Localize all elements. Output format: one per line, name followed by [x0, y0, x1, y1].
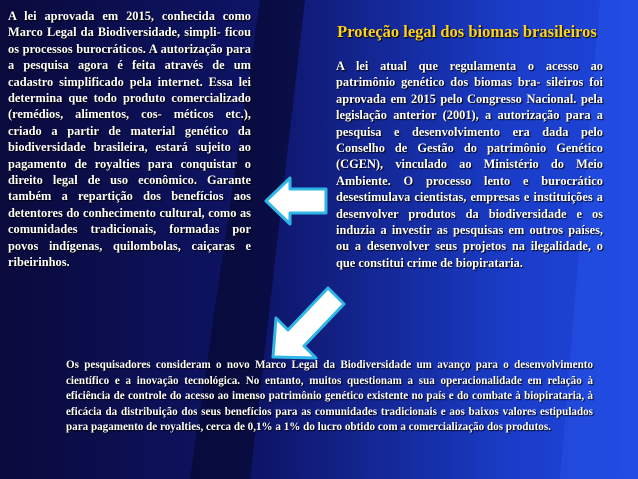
slide-title: Proteção legal dos biomas brasileiros: [337, 22, 597, 41]
bottom-paragraph: Os pesquisadores consideram o novo Marco Legal da Biodiversidade um avanço para o desenvolvimento científico e a inovação tecnológica. No entanto, muitos questionam a sua operacionalidade em relação à eficiência de controle do acesso ao imenso patrimônio genético existente no país e do combate à biopirataria, à eficácia da distribuição dos seus benefícios para as comunidades tradicionais e aos baixos valores estipulados para pagamento de royalties, cerca de 0,1% a 1% do lucro obtido com a comercialização dos produtos.: [66, 359, 593, 434]
arrow-down-left-icon: [270, 282, 350, 360]
left-paragraph: A lei aprovada em 2015, conhecida como Marco Legal da Biodiversidade, simpli- ficou os processos burocráticos. A autorização para a pesquisa agora é feita através de um cadastro simplificado pela internet. Essa lei determina que todo produto comercializado (remédios, alimentos, cos- méticos etc.), criado a partir de material genético da biodiversidade brasileira, estará sujeito ao pagamento de royalties para conquistar o direito legal de uso econômico. Garante também a repartição dos benefícios aos detentores do conhecimento cultural, como as comunidades tradicionais, formadas por povos indígenas, quilombolas, caiçaras e ribeirinhos.: [8, 9, 251, 270]
right-paragraph: A lei atual que regulamenta o acesso ao patrimônio genético dos biomas bra- sileiros foi aprovada em 2015 pelo Congresso Nacional. pela legislação anterior (2001), a autorização para a pesquisa e desenvolvimento era dada pelo Conselho de Gestão do patrimônio Genético (CGEN), vinculado ao Ministério do Meio Ambiente. O processo lento e burocrático desestimulava cientistas, empresas e instituições a desenvolver produtos da biodiversidade e os induzia a investir as pesquisas em outros países, ou a desenvolver seus projetos na ilegalidade, o que constitui crime de biopirataria.: [336, 59, 603, 270]
arrow-left-icon: [264, 175, 328, 227]
